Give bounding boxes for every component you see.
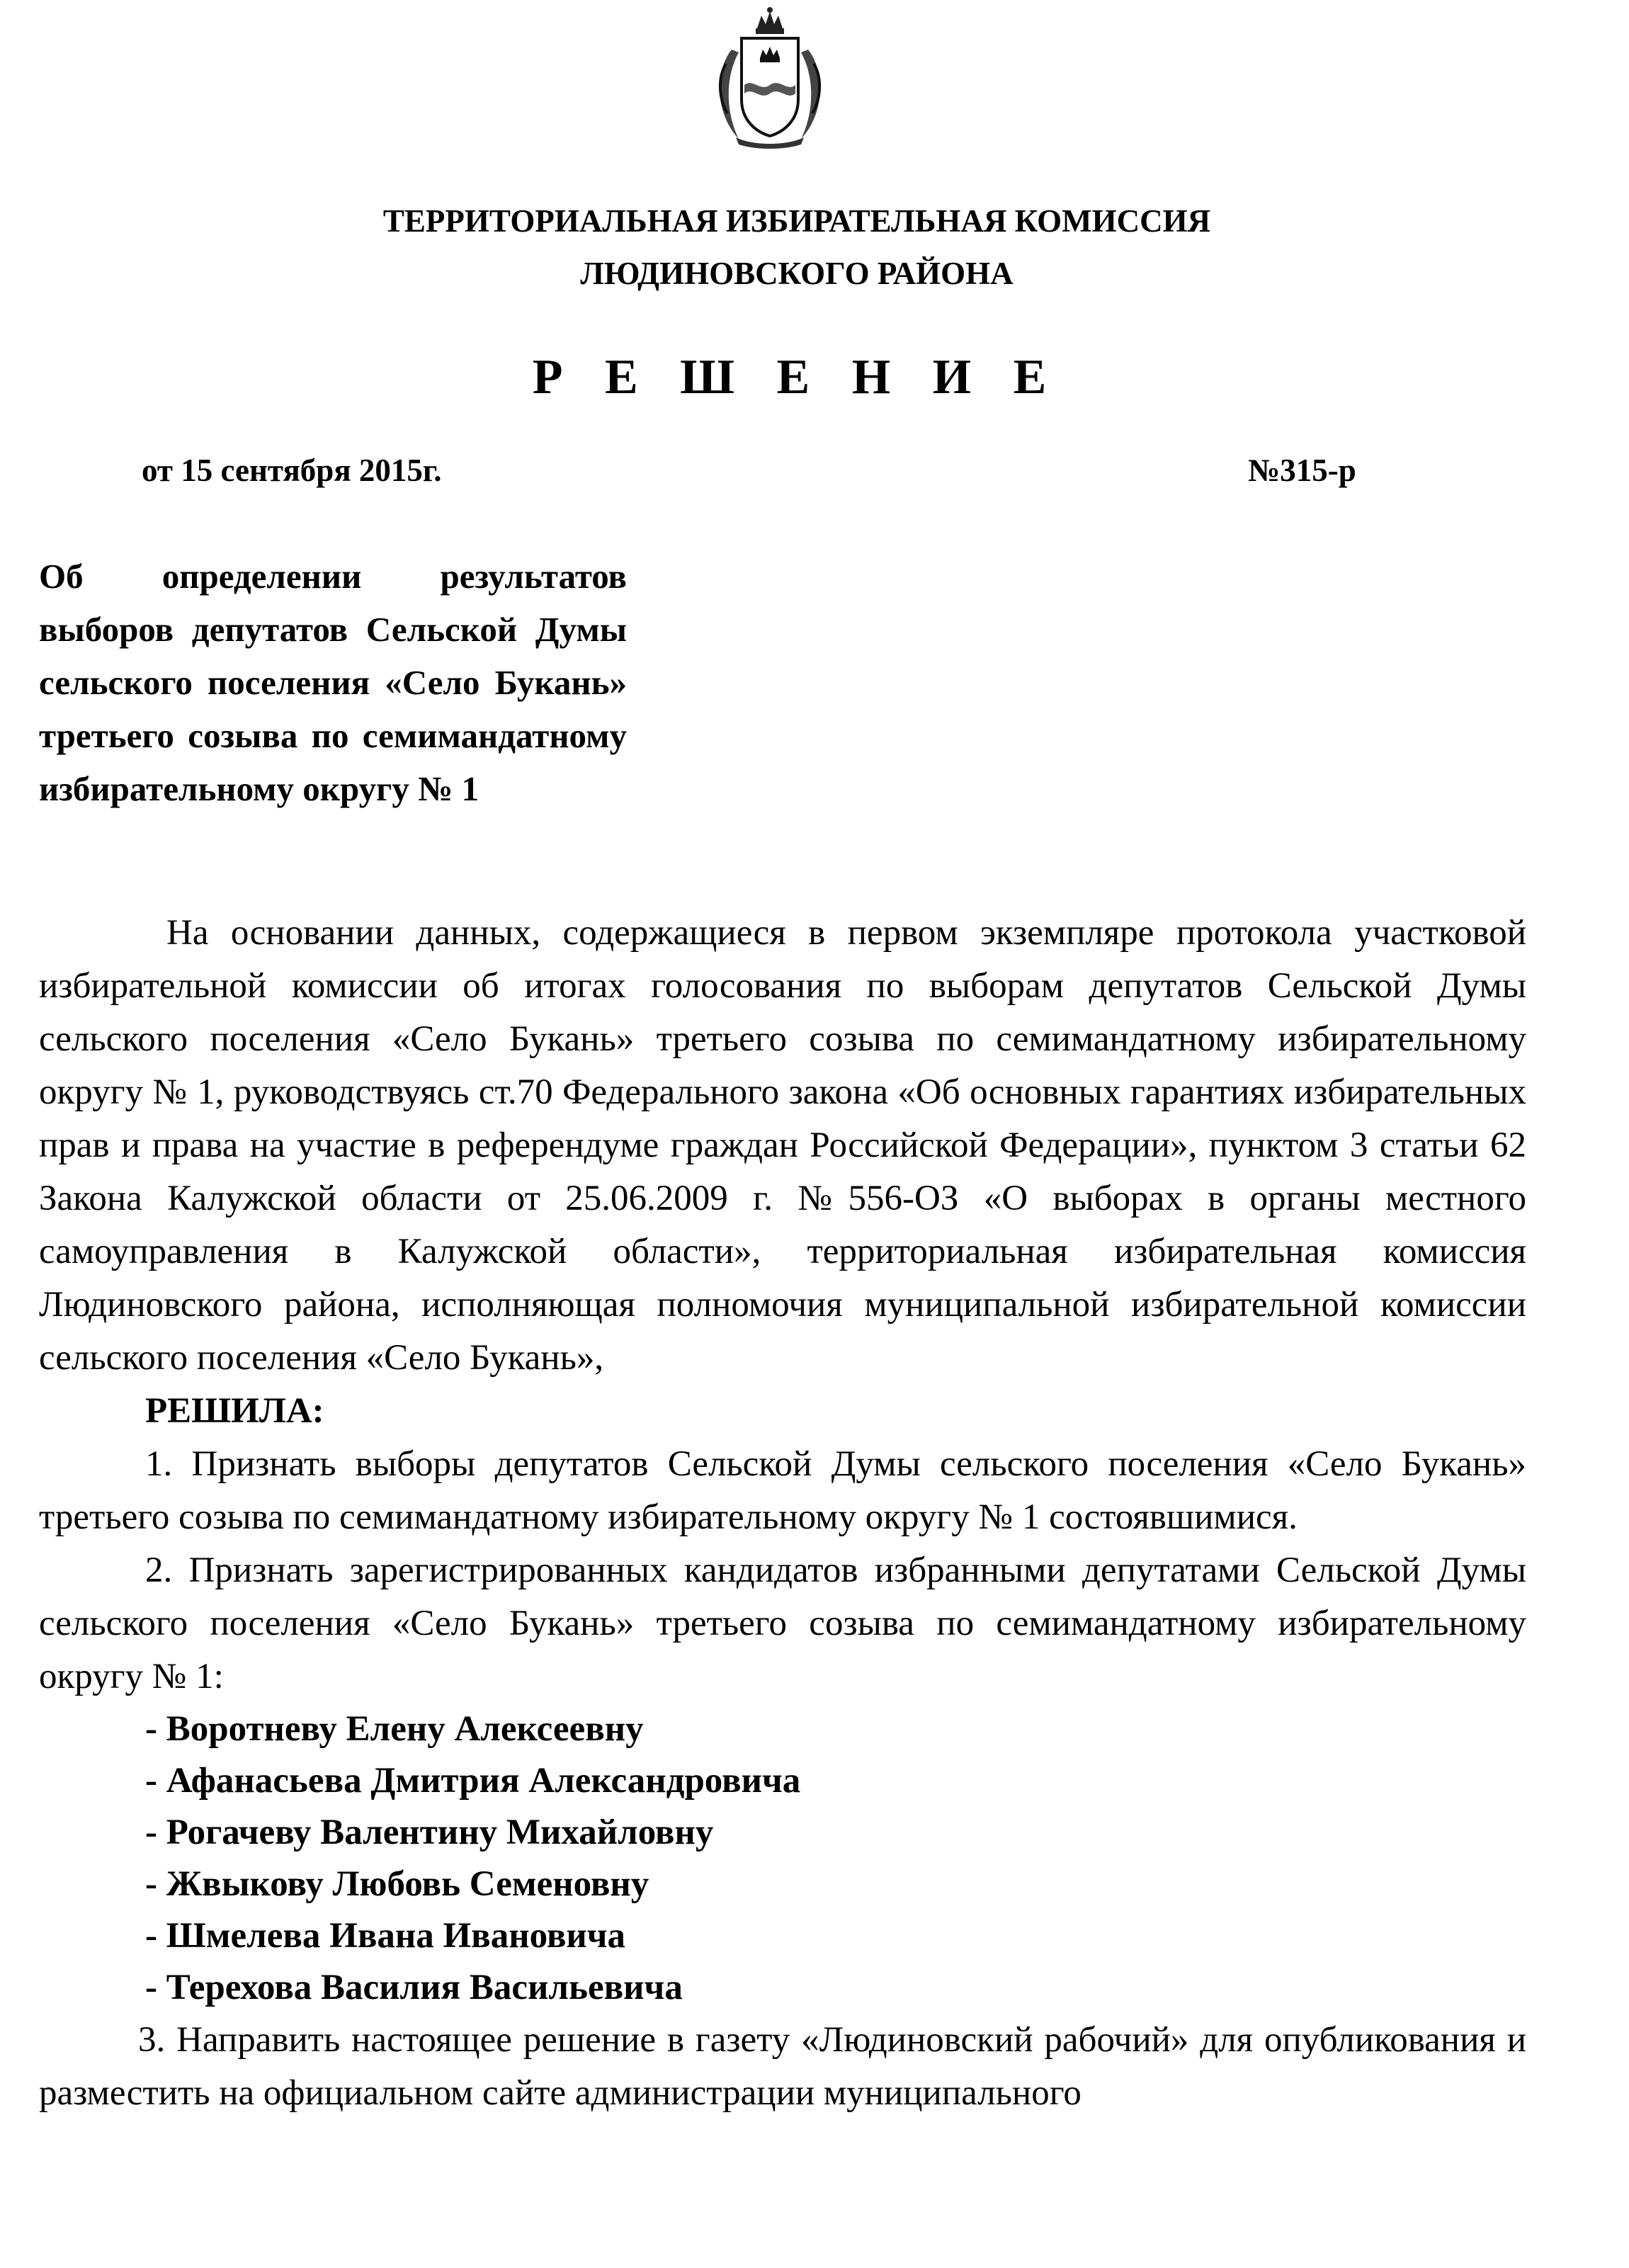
organization-name-line2: ЛЮДИНОВСКОГО РАЙОНА: [580, 256, 1014, 291]
document-title: Р Е Ш Е Н И Е: [532, 350, 1062, 404]
decision-number: №315-р: [1248, 453, 1356, 488]
deputy-list-item: - Жвыкову Любовь Семеновну: [145, 1864, 649, 1904]
document-body: [39, 907, 1526, 2120]
deputy-list-item: - Воротневу Елену Алексеевну: [145, 1709, 644, 1749]
deputy-list-item: - Рогачеву Валентину Михайловну: [145, 1813, 714, 1852]
resolved-heading: РЕШИЛА:: [145, 1391, 324, 1431]
organization-name-line1: ТЕРРИТОРИАЛЬНАЯ ИЗБИРАТЕЛЬНАЯ КОМИССИЯ: [382, 203, 1211, 239]
item-3-paragraph: 3. Направить настоящее решение в газету «Людиновский рабочий» для опубликования и разместить на официальном сайте администрации муниципального: [39, 2020, 1526, 2113]
coat-of-arms-emblem-icon: [710, 7, 829, 150]
decision-date: от 15 сентября 2015г.: [142, 453, 442, 488]
preamble-paragraph: На основании данных, содержащиеся в первом экземпляре протокола участковой избирательной комиссии об итогах голосования по выборам депутатов Сельской Думы сельского поселения «Село Букань» третьего созыва по семимандатному избирательному округу № 1, руководствуясь ст.70 Федерального закона «Об основных гарантиях избирательных прав и права на участие в референдуме граждан Российской Федерации», пунктом 3 статьи 62 Закона Калужской области от 25.06.2009 г. №556-ОЗ «О выборах в органы местного самоуправления в Калужской области», территориальная избирательная комиссия Людиновского района, исполняющая полномочия муниципальной избирательной комиссии сельского поселения «Село Букань»,: [39, 913, 1526, 1378]
elected-deputies-list: [39, 1703, 1526, 2014]
deputy-list-item: - Шмелева Ивана Ивановича: [145, 1916, 626, 1956]
item-2-paragraph: 2. Признать зарегистрированных кандидатов избранными депутатами Сельской Думы сельского поселения «Село Букань» третьего созыва по семимандатному избирательному округу № 1:: [39, 1550, 1526, 1696]
deputy-list-item: - Афанасьева Дмитрия Александровича: [145, 1761, 801, 1801]
decision-subject: Об определении результатов выборов депутатов Сельской Думы сельского поселения «Село Букань» третьего созыва по семимандатному избирательному округу № 1: [39, 557, 627, 808]
deputy-list-item: - Терехова Василия Васильевича: [145, 1968, 683, 2007]
item-1-paragraph: 1. Признать выборы депутатов Сельской Думы сельского поселения «Село Букань» третьего созыва по семимандатному избирательному округу № 1 состоявшимися.: [39, 1444, 1526, 1537]
